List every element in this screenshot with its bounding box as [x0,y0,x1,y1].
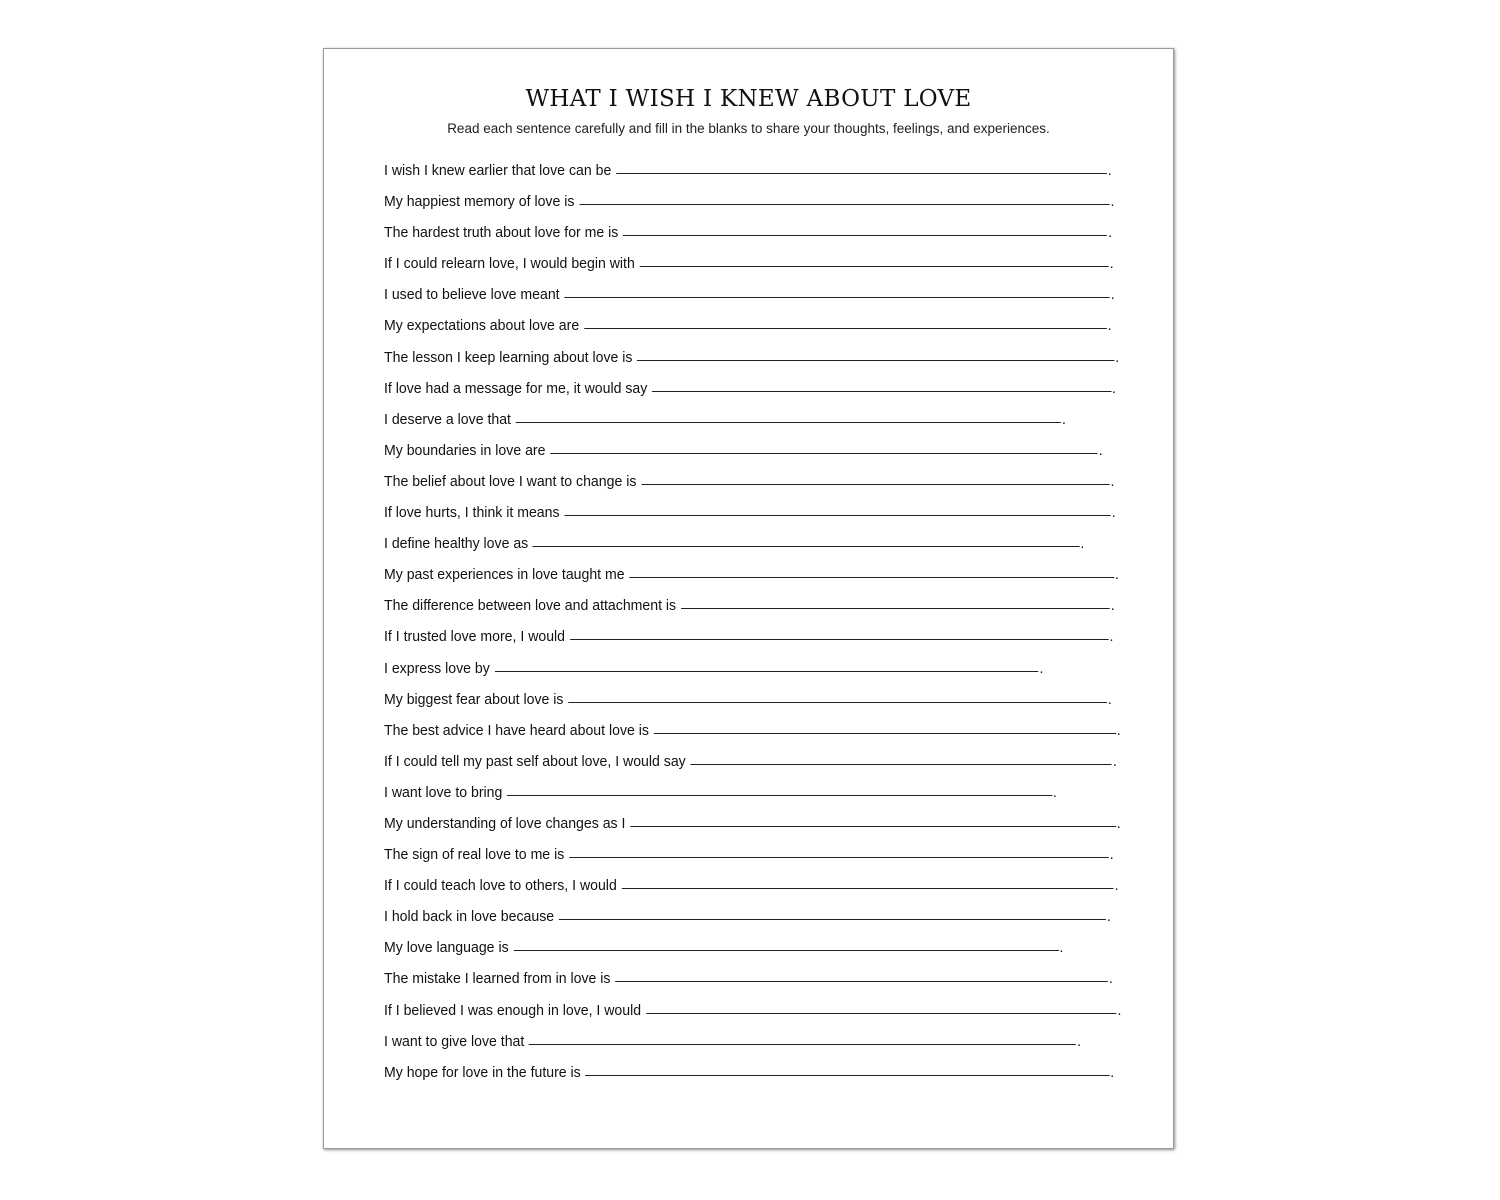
prompt-text: If I could relearn love, I would begin with [384,255,635,273]
prompt-text: My understanding of love changes as I [384,814,626,832]
answer-blank[interactable] [569,857,1109,858]
answer-blank[interactable] [652,391,1111,392]
answer-blank[interactable] [564,297,1110,298]
answer-blank[interactable] [550,453,1098,454]
prompt-period: . [1117,1001,1122,1019]
prompt-row [384,963,1121,994]
prompt-row [384,653,1121,684]
answer-blank[interactable] [584,328,1107,329]
prompt-text: I define healthy love as [384,535,529,553]
answer-blank[interactable] [513,950,1058,951]
answer-blank[interactable] [616,173,1107,174]
prompt-text: My hope for love in the future is [384,1063,581,1081]
prompt-row [384,435,1121,466]
answer-blank[interactable] [654,733,1116,734]
prompt-period: . [1112,752,1117,770]
prompt-text: The belief about love I want to change is [384,472,637,490]
prompt-text: My boundaries in love are [384,441,546,459]
prompt-text: My past experiences in love taught me [384,566,625,584]
prompt-text: My biggest fear about love is [384,690,564,708]
answer-blank[interactable] [630,826,1116,827]
answer-blank[interactable] [681,608,1110,609]
prompt-row [384,248,1121,279]
prompt-period: . [1052,783,1057,801]
prompt-row [384,528,1121,559]
answer-blank[interactable] [495,671,1039,672]
prompt-row [384,621,1121,652]
answer-blank[interactable] [615,981,1108,982]
prompt-row [384,559,1121,590]
prompt-row [384,466,1121,497]
prompt-row [384,186,1121,217]
answer-blank[interactable] [640,266,1109,267]
prompt-row [384,404,1121,435]
answer-blank[interactable] [568,702,1107,703]
prompt-text: I used to believe love meant [384,286,560,304]
answer-blank[interactable] [529,1044,1076,1045]
prompt-row [384,684,1121,715]
prompt-period: . [1098,441,1103,459]
prompt-row [384,808,1121,839]
answer-blank[interactable] [690,764,1112,765]
prompt-period: . [1039,659,1044,677]
prompt-row [384,373,1121,404]
prompt-text: The lesson I keep learning about love is [384,348,633,366]
prompt-row [384,155,1121,186]
prompt-text: The best advice I have heard about love is [384,721,649,739]
prompt-row [384,870,1121,901]
prompt-row [384,1057,1121,1088]
answer-blank[interactable] [564,515,1111,516]
prompt-text: I deserve a love that [384,410,511,428]
prompt-period: . [1107,162,1112,179]
prompt-period: . [1110,597,1115,615]
prompt-period: . [1062,410,1066,428]
answer-blank[interactable] [646,1013,1117,1014]
prompt-period: . [1109,846,1114,864]
answer-blank[interactable] [570,639,1109,640]
prompt-text: The hardest truth about love for me is [384,224,619,242]
prompt-row [384,932,1121,963]
answer-blank[interactable] [637,360,1114,361]
prompt-row [384,715,1121,746]
prompt-row [384,746,1121,777]
prompt-period: . [1107,317,1112,335]
prompt-text: My expectations about love are [384,317,580,335]
prompt-period: . [1080,535,1085,553]
prompt-text: If I believed I was enough in love, I would [384,1001,642,1019]
prompt-text: My love language is [384,939,509,957]
prompt-period: . [1077,1032,1082,1050]
prompt-text: My happiest memory of love is [384,193,575,211]
prompt-period: . [1116,814,1121,832]
answer-blank[interactable] [533,546,1079,547]
answer-blank[interactable] [579,204,1109,205]
prompt-period: . [1110,193,1115,211]
prompt-period: . [1114,566,1119,584]
prompt-row [384,217,1121,248]
prompt-text: The difference between love and attachment is [384,597,677,615]
prompt-period: . [1109,255,1114,273]
prompt-row [384,279,1121,310]
prompt-text: I wish I knew earlier that love can be [384,162,612,179]
answer-blank[interactable] [621,888,1113,889]
prompt-row [384,1026,1121,1057]
prompt-period: . [1116,721,1121,739]
answer-blank[interactable] [516,422,1061,423]
prompt-text: If I could teach love to others, I would [384,877,617,895]
answer-blank[interactable] [623,235,1107,236]
answer-blank[interactable] [641,484,1109,485]
prompt-period: . [1112,379,1116,397]
prompt-text: If I could tell my past self about love, I would say [384,752,686,770]
answer-blank[interactable] [585,1075,1109,1076]
prompt-row [384,901,1121,932]
prompt-period: . [1114,877,1119,895]
prompt-period: . [1108,224,1113,242]
answer-blank[interactable] [507,795,1052,796]
prompt-period: . [1110,472,1115,490]
prompt-period: . [1110,286,1115,304]
prompt-row [384,995,1121,1026]
prompt-period: . [1106,908,1111,926]
prompt-row [384,342,1121,373]
worksheet-title: WHAT I WISH I KNEW ABOUT LOVE [525,86,972,112]
prompt-period: . [1111,504,1116,522]
prompt-text: I hold back in love because [384,908,555,926]
prompt-text: The sign of real love to me is [384,846,565,864]
prompt-period: . [1109,628,1114,646]
answer-blank[interactable] [559,919,1106,920]
prompt-period: . [1108,970,1113,988]
prompt-row [384,497,1121,528]
worksheet-page [323,48,1174,1149]
prompt-text: I express love by [384,659,490,677]
prompt-list [384,155,1168,1088]
prompt-row [384,310,1121,341]
prompt-period: . [1115,348,1120,366]
prompt-period: . [1107,690,1112,708]
answer-blank[interactable] [629,577,1114,578]
prompt-text: I want to give love that [384,1032,525,1050]
prompt-text: If love hurts, I think it means [384,504,560,522]
worksheet-instructions: Read each sentence carefully and fill in the blanks to share your thoughts, feelings, and experiences. [447,121,1050,136]
prompt-text: If I trusted love more, I would [384,628,566,646]
prompt-text: The mistake I learned from in love is [384,970,611,988]
prompt-row [384,777,1121,808]
prompt-row [384,839,1121,870]
prompt-period: . [1110,1063,1115,1081]
prompt-row [384,590,1121,621]
prompt-text: If love had a message for me, it would say [384,379,648,397]
prompt-text: I want love to bring [384,783,503,801]
prompt-period: . [1059,939,1064,957]
